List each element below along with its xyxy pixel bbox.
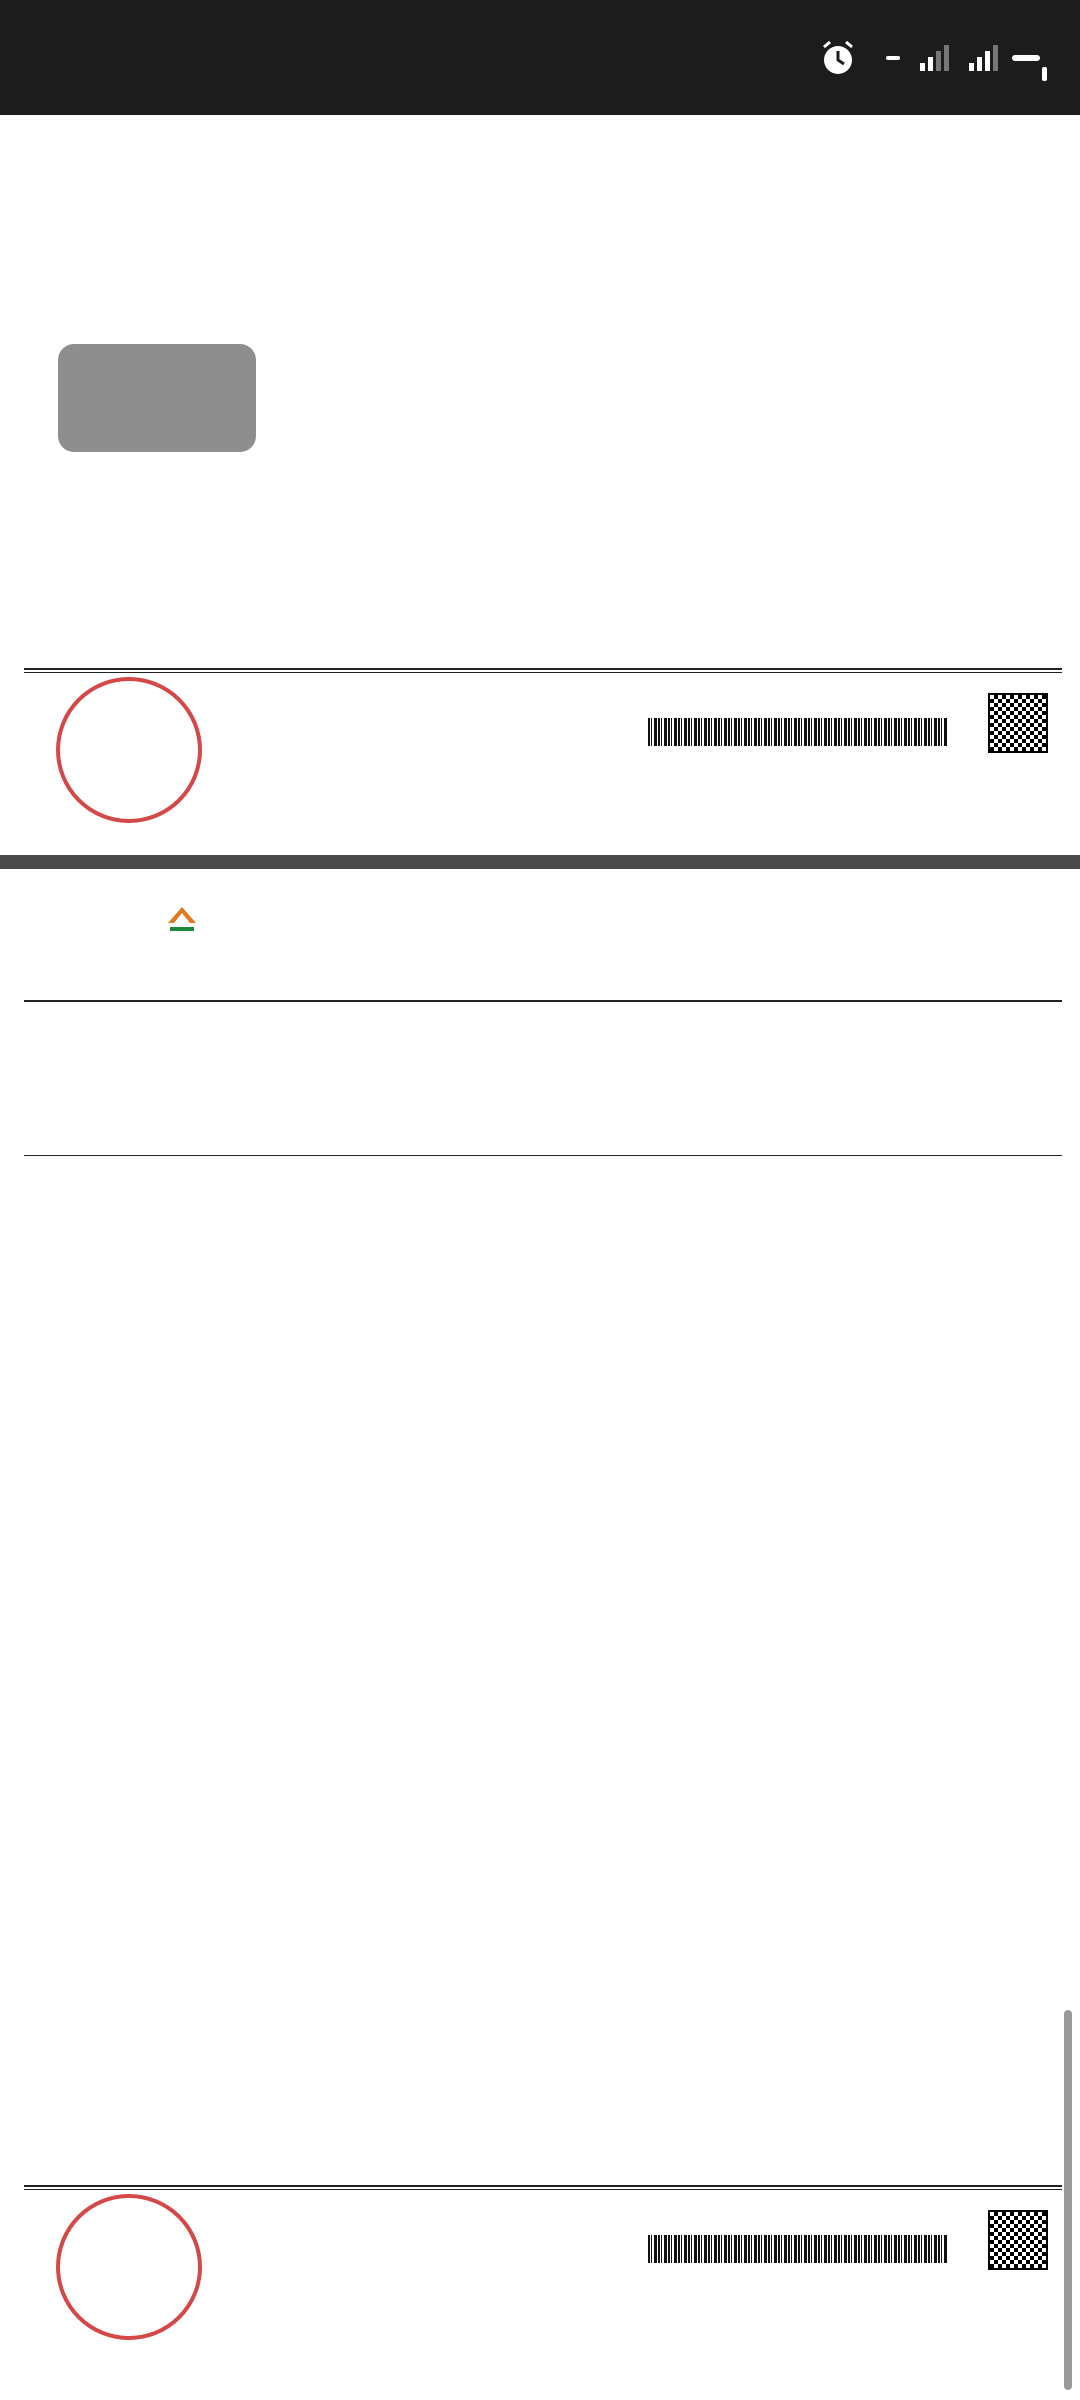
qr-code[interactable]: [988, 2210, 1048, 2270]
battery-icon: [1012, 55, 1040, 61]
barcode: [648, 718, 948, 746]
barcode: [648, 2235, 948, 2263]
report-seal: [56, 2194, 202, 2340]
divider: [24, 668, 1062, 670]
report-seal: [56, 677, 202, 823]
divider: [24, 1000, 1062, 1002]
divider: [24, 1155, 1062, 1156]
website: [24, 719, 38, 739]
signal-4g-icon: [914, 45, 949, 71]
divider: [24, 2189, 1062, 2190]
status-icons: [818, 32, 1040, 84]
alarm-icon: [818, 38, 858, 78]
divider: [24, 2185, 1062, 2187]
checker: [24, 2214, 38, 2234]
checker: [24, 697, 38, 717]
signal-5g-icon: [963, 45, 998, 71]
scrollbar[interactable]: [1064, 2010, 1072, 2390]
hd-voice-icon: [886, 56, 900, 60]
report-page-2: [0, 115, 1080, 855]
kingmed-logo-icon: [166, 905, 198, 935]
website: [24, 2236, 38, 2256]
qr-code[interactable]: [988, 693, 1048, 753]
page-indicator: [58, 344, 256, 452]
report-page-3: [0, 869, 1080, 2400]
divider: [24, 672, 1062, 673]
status-bar: [0, 0, 1080, 115]
